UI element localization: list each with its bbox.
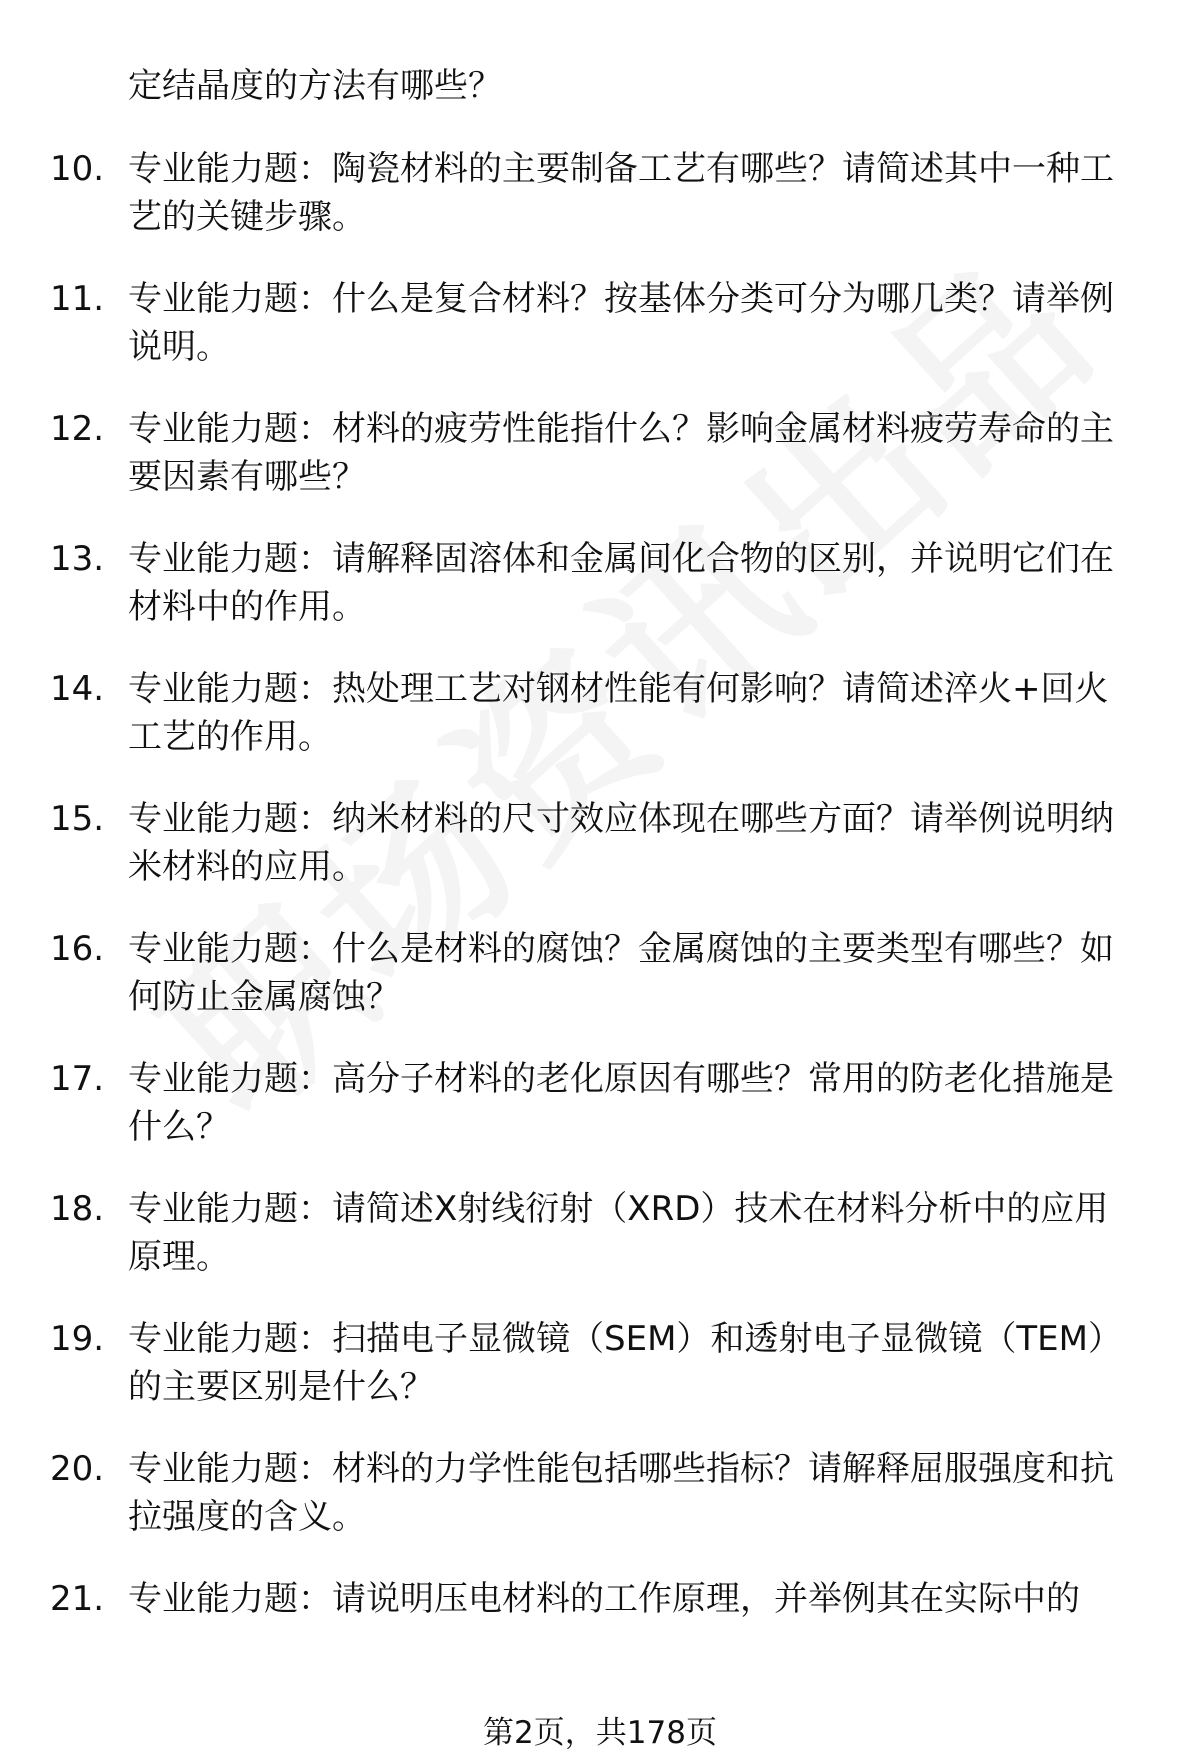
question-number: 17. [50, 1059, 105, 1099]
question-item [0, 1315, 1200, 1445]
question-text: 专业能力题：材料的力学性能包括哪些指标？请解释屈服强度和抗拉强度的含义。 [128, 1449, 1114, 1537]
question-item [0, 1185, 1200, 1315]
question-text: 专业能力题：高分子材料的老化原因有哪些？常用的防老化措施是什么？ [128, 1059, 1114, 1147]
question-number: 12. [50, 409, 105, 449]
question-number: 21. [50, 1579, 105, 1619]
question-text: 专业能力题：什么是复合材料？按基体分类可分为哪几类？请举例说明。 [128, 279, 1114, 367]
question-item [0, 1575, 1200, 1685]
question-number: 13. [50, 539, 105, 579]
question-text: 专业能力题：请说明压电材料的工作原理，并举例其在实际中的 [128, 1579, 1080, 1619]
question-item [0, 795, 1200, 925]
question-text: 专业能力题：请解释固溶体和金属间化合物的区别，并说明它们在材料中的作用。 [128, 539, 1114, 627]
question-number: 20. [50, 1449, 105, 1489]
question-number: 14. [50, 669, 105, 709]
question-item [0, 145, 1200, 275]
question-text: 专业能力题：纳米材料的尺寸效应体现在哪些方面？请举例说明纳米材料的应用。 [128, 799, 1114, 887]
question-number: 10. [50, 149, 105, 189]
question-item [0, 665, 1200, 795]
question-text: 专业能力题：热处理工艺对钢材性能有何影响？请简述淬火+回火工艺的作用。 [128, 669, 1109, 757]
question-item [0, 405, 1200, 535]
question-text: 专业能力题：材料的疲劳性能指什么？影响金属材料疲劳寿命的主要因素有哪些？ [128, 409, 1114, 497]
page-indicator: 第2页，共178页 [483, 1715, 717, 1751]
question-number: 18. [50, 1189, 105, 1229]
question-number: 11. [50, 279, 105, 319]
question-item [0, 275, 1200, 405]
question-text: 专业能力题：陶瓷材料的主要制备工艺有哪些？请简述其中一种工艺的关键步骤。 [128, 149, 1114, 237]
question-text: 专业能力题：请简述X射线衍射（XRD）技术在材料分析中的应用原理。 [128, 1189, 1109, 1277]
question-text: 专业能力题：什么是材料的腐蚀？金属腐蚀的主要类型有哪些？如何防止金属腐蚀？ [128, 929, 1114, 1017]
question-list [0, 145, 1200, 1685]
question-item [0, 925, 1200, 1055]
question-item [0, 1445, 1200, 1575]
question-text: 专业能力题：扫描电子显微镜（SEM）和透射电子显微镜（TEM）的主要区别是什么？ [128, 1319, 1122, 1407]
question-item [0, 1055, 1200, 1185]
question-number: 16. [50, 929, 105, 969]
question-item [0, 535, 1200, 665]
continued-question-text: 定结晶度的方法有哪些？ [128, 66, 502, 106]
question-number: 15. [50, 799, 105, 839]
question-number: 19. [50, 1319, 105, 1359]
